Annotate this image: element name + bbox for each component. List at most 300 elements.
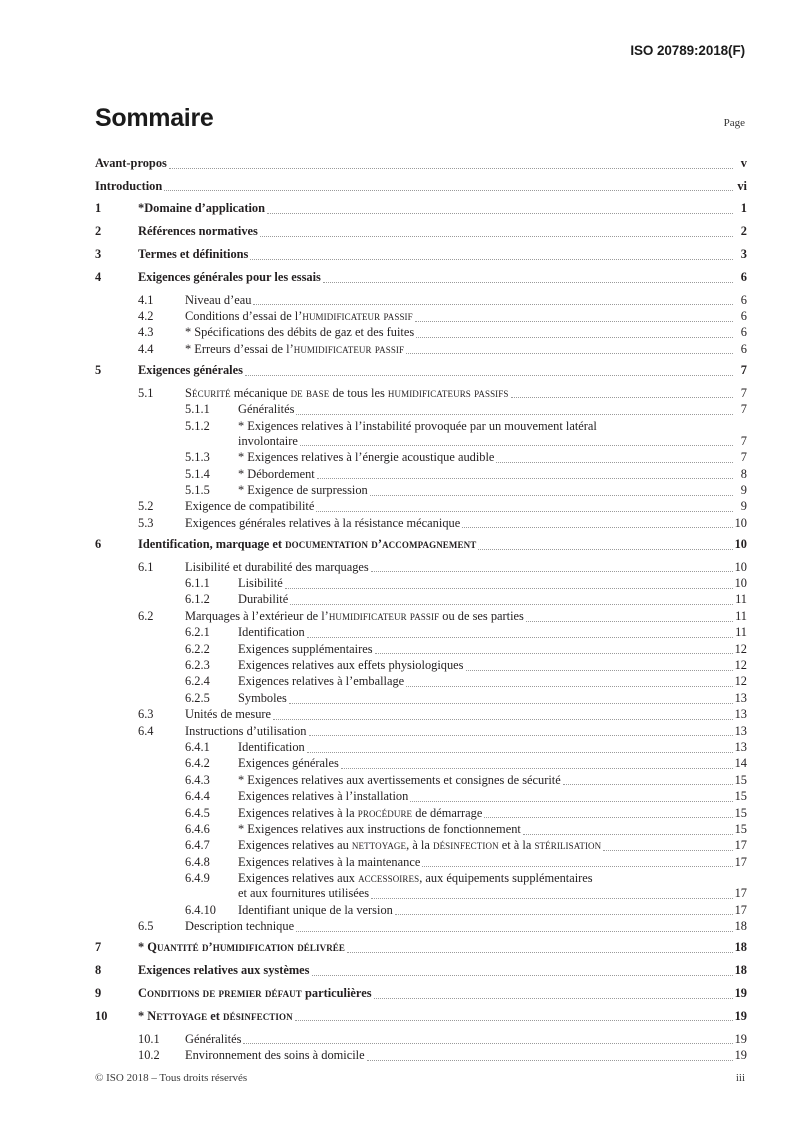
toc-dot-leader: [410, 793, 732, 804]
toc-entry-title: [138, 224, 258, 239]
toc-entry-number: 10: [95, 1008, 108, 1023]
toc-entry-line: [238, 855, 747, 870]
toc-entry-title: [185, 1048, 365, 1063]
toc-entry-body: [238, 674, 747, 689]
toc-entry-title: [238, 838, 601, 853]
toc-entry-title: [185, 919, 294, 934]
toc-dot-leader: [250, 251, 732, 262]
toc-entry[interactable]: [95, 224, 747, 239]
toc-entry[interactable]: [95, 724, 747, 739]
toc-page-number: 6: [740, 325, 747, 340]
toc-entry-title: [138, 201, 265, 216]
toc-text-run: Exigences relatives à l’emballage: [238, 674, 405, 689]
toc-entry-line: [185, 1048, 747, 1063]
toc-text-run: , à la: [406, 838, 433, 853]
toc-entry-number: 5.1.2: [185, 418, 210, 433]
toc-page-number: 10: [734, 515, 747, 530]
toc-entry-number: 6: [95, 536, 102, 551]
toc-entry[interactable]: [95, 789, 747, 804]
toc-entry-line: [185, 724, 747, 739]
toc-entry-line: [238, 592, 747, 607]
toc-entry[interactable]: [95, 625, 747, 640]
toc-entry-title: [185, 386, 509, 401]
toc-entry-body: [138, 963, 747, 978]
toc-entry-body: [138, 201, 747, 216]
toc-page-number: 18: [734, 963, 747, 978]
toc-entry-title: [138, 270, 321, 285]
toc-entry-line-continued: [238, 886, 747, 901]
toc-dot-leader: [273, 711, 732, 722]
toc-entry-line: [185, 516, 747, 531]
toc-dot-leader: [296, 923, 732, 934]
toc-page-number: 2: [740, 224, 747, 239]
toc-entry-number: 6.4.2: [185, 756, 210, 771]
toc-entry-title: [185, 342, 404, 357]
toc-entry-body: [238, 871, 747, 901]
document-header-standard-id: ISO 20789:2018(F): [630, 43, 745, 58]
toc-entry-body: [138, 224, 747, 239]
toc-page-number: 7: [740, 402, 747, 417]
toc-entry-body: [138, 537, 747, 552]
toc-entry-body: [238, 789, 747, 804]
toc-entry-line: [185, 386, 747, 401]
toc-entry-number: 4: [95, 269, 102, 284]
toc-page-number: 9: [740, 499, 747, 514]
toc-dot-leader: [267, 206, 732, 217]
toc-entry[interactable]: [95, 1009, 747, 1024]
toc-entry[interactable]: [95, 156, 747, 171]
toc-entry-title: [185, 560, 369, 575]
toc-dot-leader: [243, 1036, 732, 1047]
toc-entry-body: [185, 1032, 747, 1047]
toc-entry[interactable]: [95, 838, 747, 853]
toc-text-run: Identifiant unique de la version: [238, 902, 393, 917]
toc-entry-number: 4.4: [138, 341, 154, 356]
toc-page-number: 12: [734, 674, 747, 689]
table-of-contents: [95, 156, 747, 1064]
toc-entry[interactable]: [95, 293, 747, 308]
toc-entry[interactable]: [95, 740, 747, 755]
toc-entry[interactable]: [95, 309, 747, 324]
toc-term-smallcaps: humidificateurs passifs: [387, 385, 509, 400]
toc-entry-number: 4.2: [138, 308, 154, 323]
toc-entry-body: [238, 402, 747, 417]
toc-entry-line: [185, 342, 747, 357]
toc-text-run: et à la: [498, 838, 535, 853]
toc-page-number: 6: [740, 292, 747, 307]
toc-term-smallcaps: désinfection: [223, 1008, 293, 1023]
toc-entry[interactable]: [95, 1048, 747, 1063]
toc-dot-leader: [164, 183, 732, 194]
toc-text-run: Exigences générales: [238, 756, 339, 771]
toc-page-number: 8: [740, 466, 747, 481]
toc-dot-leader: [415, 313, 733, 324]
toc-entry-number: 6.4.8: [185, 854, 210, 869]
page-column-header: Page: [723, 117, 745, 129]
toc-page-number: 17: [734, 902, 747, 917]
toc-page-number: 13: [734, 707, 747, 722]
toc-entry-title: [238, 822, 521, 837]
toc-dot-leader: [603, 843, 732, 854]
toc-entry-title: [238, 691, 287, 706]
toc-entry[interactable]: [95, 871, 747, 901]
toc-entry-title: [138, 1009, 293, 1024]
toc-entry-number: 5.2: [138, 499, 154, 514]
toc-entry-title: [185, 499, 314, 514]
toc-page-number: 11: [735, 608, 747, 623]
toc-entry-title: [238, 773, 561, 788]
toc-entry-number: 5.1.3: [185, 450, 210, 465]
toc-entry-title: [185, 325, 414, 340]
toc-text-run: Généralités: [238, 402, 295, 417]
toc-entry-title: [185, 724, 307, 739]
toc-entry-body: [238, 592, 747, 607]
toc-text-run: Exigence de compatibilité: [185, 499, 315, 514]
toc-page-number: 7: [740, 433, 747, 448]
toc-entry-number: 5.1.1: [185, 402, 210, 417]
toc-title-row: [95, 104, 745, 133]
toc-text-run: Exigences supplémentaires: [238, 641, 373, 656]
toc-entry-line: [95, 156, 747, 171]
toc-entry-number: 6.4.7: [185, 838, 210, 853]
toc-entry-line: [238, 871, 747, 886]
toc-dot-leader: [511, 390, 733, 401]
toc-entry-body: [238, 855, 747, 870]
toc-entry-title: [138, 247, 248, 262]
toc-text-run: Introduction: [95, 178, 163, 193]
toc-entry-line: [238, 642, 747, 657]
toc-entry[interactable]: [95, 537, 747, 552]
toc-entry[interactable]: [95, 363, 747, 378]
toc-dot-leader: [296, 406, 732, 417]
toc-entry-title: [138, 986, 372, 1001]
toc-entry-number: 6.2.5: [185, 690, 210, 705]
toc-entry-line: [238, 740, 747, 755]
toc-entry-line: [238, 625, 747, 640]
toc-entry[interactable]: [95, 483, 747, 498]
toc-text-run: Exigences générales pour les essais: [138, 269, 321, 284]
toc-text-run: Durabilité: [238, 592, 289, 607]
toc-page-number: 10: [734, 576, 747, 591]
toc-page-number: 19: [734, 1047, 747, 1062]
toc-page-number: 17: [734, 886, 747, 901]
toc-text-run: Description technique: [185, 919, 295, 934]
toc-entry[interactable]: [95, 674, 747, 689]
toc-entry-line: [138, 247, 747, 262]
toc-page-number: 10: [734, 559, 747, 574]
toc-entry-title: [185, 516, 460, 531]
toc-entry[interactable]: [95, 342, 747, 357]
toc-entry-number: 6.4.3: [185, 772, 210, 787]
toc-entry-line: [138, 270, 747, 285]
toc-text-run: Exigences relatives aux effets physiologiques: [238, 658, 464, 673]
toc-text-run: Conditions d’essai de l’: [185, 308, 303, 323]
toc-entry-line: [95, 179, 747, 194]
toc-entry-title: [238, 740, 305, 755]
toc-entry-title: [138, 363, 243, 378]
toc-entry[interactable]: [95, 822, 747, 837]
toc-entry[interactable]: [95, 419, 747, 449]
toc-entry-body: [238, 576, 747, 591]
toc-entry-number: 6.3: [138, 707, 154, 722]
toc-entry-body: [185, 1048, 747, 1063]
toc-text-run: Symboles: [238, 690, 287, 705]
toc-entry[interactable]: [95, 560, 747, 575]
toc-entry-title: [238, 483, 368, 498]
toc-entry[interactable]: [95, 592, 747, 607]
toc-entry[interactable]: [95, 450, 747, 465]
toc-page-number: 19: [734, 1008, 747, 1023]
toc-entry-line: [185, 499, 747, 514]
footer-page-number: iii: [735, 1072, 745, 1084]
toc-entry-body: [238, 740, 747, 755]
toc-entry-body: [238, 483, 747, 498]
toc-entry[interactable]: [95, 642, 747, 657]
toc-entry[interactable]: [95, 609, 747, 624]
toc-term-smallcaps: Quantité d’humidification délivrée: [147, 940, 346, 955]
toc-text-run: Lisibilité: [238, 576, 283, 591]
toc-entry-line: [238, 822, 747, 837]
toc-entry-line: [138, 201, 747, 216]
toc-term-smallcaps: accessoires: [358, 871, 420, 886]
toc-entry[interactable]: [95, 179, 747, 194]
toc-entry[interactable]: [95, 756, 747, 771]
toc-text-run: * Exigences relatives aux instructions de fonctionnement: [238, 821, 521, 836]
toc-term-smallcaps: de base: [290, 385, 330, 400]
toc-dot-leader: [285, 580, 733, 591]
toc-entry-line: [238, 483, 747, 498]
toc-dot-leader: [478, 541, 732, 552]
toc-text-run: Exigences relatives à la: [238, 805, 358, 820]
toc-term-smallcaps: Conditions de premier défaut: [138, 985, 302, 1000]
toc-text-run: Identification, marquage et: [138, 536, 286, 551]
page-title: Sommaire: [95, 104, 214, 132]
toc-page-number: 19: [734, 1031, 747, 1046]
toc-entry-title: [238, 467, 315, 482]
toc-entry[interactable]: [95, 691, 747, 706]
toc-page-number: 13: [734, 690, 747, 705]
toc-entry-line: [238, 789, 747, 804]
toc-entry-title: [185, 1032, 241, 1047]
toc-page-number: 13: [734, 723, 747, 738]
toc-dot-leader: [466, 662, 733, 673]
toc-dot-leader: [422, 859, 732, 870]
toc-entry-title: [185, 707, 271, 722]
toc-text-run: et: [207, 1008, 223, 1023]
toc-term-smallcaps: stérilisation: [534, 838, 602, 853]
toc-dot-leader: [462, 520, 732, 531]
toc-entry-number: 5.1.5: [185, 482, 210, 497]
toc-entry-title: [185, 293, 251, 308]
toc-text-run: et aux fournitures utilisées: [238, 886, 370, 901]
toc-entry-title-continued: [238, 434, 298, 449]
toc-page-number: 18: [734, 919, 747, 934]
toc-entry-body: [185, 342, 747, 357]
toc-entry-title: [238, 625, 305, 640]
toc-entry-body: [238, 773, 747, 788]
toc-entry-number: 5.3: [138, 515, 154, 530]
toc-entry[interactable]: [95, 516, 747, 531]
toc-entry-body: [185, 609, 747, 624]
toc-entry-line: [138, 1009, 747, 1024]
toc-page-number: 6: [740, 269, 747, 284]
toc-text-run: *: [138, 940, 148, 955]
toc-entry-line: [238, 658, 747, 673]
toc-text-run: Unités de mesure: [185, 707, 272, 722]
toc-page-number: 15: [734, 772, 747, 787]
toc-term-smallcaps: désinfection: [432, 838, 499, 853]
toc-entry-title: [138, 537, 476, 552]
toc-entry[interactable]: [95, 903, 747, 918]
toc-entry-body: [185, 919, 747, 934]
page-footer: [95, 1072, 745, 1084]
toc-entry-number: 6.1.2: [185, 592, 210, 607]
toc-entry-body: [238, 419, 747, 449]
toc-text-run: Environnement des soins à domicile: [185, 1047, 365, 1062]
toc-dot-leader: [295, 1013, 733, 1024]
toc-text-run: de tous les: [329, 385, 388, 400]
toc-page-number: 10: [734, 536, 747, 551]
toc-page-number: 13: [734, 740, 747, 754]
toc-entry-body: [238, 838, 747, 853]
toc-entry-body: [138, 363, 747, 378]
toc-entry-body: [185, 293, 747, 308]
toc-dot-leader: [323, 274, 733, 285]
toc-entry[interactable]: [95, 986, 747, 1001]
toc-term-smallcaps: nettoyage: [351, 838, 407, 853]
toc-entry-number: 6.2.1: [185, 625, 210, 640]
toc-entry-body: [238, 658, 747, 673]
toc-dot-leader: [309, 728, 733, 739]
toc-entry[interactable]: [95, 855, 747, 870]
toc-entry-number: 6.1: [138, 559, 154, 574]
toc-entry-body: [138, 986, 747, 1001]
toc-dot-leader: [371, 891, 732, 902]
toc-entry-title: [238, 871, 593, 886]
toc-page-number: 12: [734, 658, 747, 673]
toc-entry[interactable]: [95, 963, 747, 978]
toc-text-run: * Exigences relatives à l’énergie acoustique audible: [238, 450, 495, 465]
toc-entry[interactable]: [95, 773, 747, 788]
toc-entry[interactable]: [95, 247, 747, 262]
toc-term-smallcaps: Sécurité: [185, 385, 231, 400]
toc-entry-line: [185, 309, 747, 324]
toc-entry[interactable]: [95, 806, 747, 821]
toc-dot-leader: [395, 907, 733, 918]
toc-entry[interactable]: [95, 386, 747, 401]
toc-term-smallcaps: Nettoyage: [147, 1008, 208, 1023]
toc-entry[interactable]: [95, 919, 747, 934]
toc-entry[interactable]: [95, 402, 747, 417]
toc-entry[interactable]: [95, 576, 747, 591]
toc-entry[interactable]: [95, 707, 747, 722]
toc-entry-title: [238, 658, 464, 673]
toc-entry-body: [138, 1009, 747, 1024]
toc-entry-line: [238, 691, 747, 706]
toc-entry-number: 6.4.10: [185, 902, 216, 917]
toc-entry-number: 8: [95, 963, 102, 978]
toc-entry-line: [238, 838, 747, 853]
toc-text-run: Exigences relatives aux: [238, 871, 359, 886]
toc-text-run: Instructions d’utilisation: [185, 723, 307, 738]
toc-entry-line: [185, 707, 747, 722]
toc-page-number: 7: [740, 385, 747, 400]
toc-dot-leader: [406, 679, 732, 690]
toc-entry-number: 6.4.4: [185, 789, 210, 804]
toc-dot-leader: [312, 967, 733, 978]
toc-entry-body: [185, 724, 747, 739]
toc-entry[interactable]: [95, 325, 747, 340]
toc-entry-number: 6.2.3: [185, 658, 210, 673]
toc-dot-leader: [300, 438, 733, 449]
toc-entry-title: [238, 903, 393, 918]
toc-dot-leader: [290, 597, 732, 608]
toc-entry-number: 4.3: [138, 325, 154, 340]
toc-entry-number: 7: [95, 940, 102, 955]
toc-text-run: * Exigences relatives aux avertissements et consignes de sécurité: [238, 772, 561, 787]
toc-text-run: Exigences relatives aux systèmes: [138, 963, 310, 978]
toc-entry-body: [238, 822, 747, 837]
toc-entry-title-continued: [238, 886, 369, 901]
toc-entry-number: 6.4.9: [185, 871, 210, 886]
toc-entry[interactable]: [95, 499, 747, 514]
toc-text-run: * Erreurs d’essai de l’: [185, 341, 294, 356]
toc-dot-leader: [526, 613, 733, 624]
toc-entry-line: [238, 674, 747, 689]
toc-entry[interactable]: [95, 658, 747, 673]
toc-dot-leader: [496, 454, 732, 465]
toc-entry-line: [185, 293, 747, 308]
toc-text-run: Exigences générales: [138, 362, 243, 377]
toc-entry-number: 1: [95, 201, 102, 216]
toc-entry-body: [185, 499, 747, 514]
toc-entry-number: 2: [95, 224, 102, 239]
toc-entry-number: 6.2: [138, 608, 154, 623]
toc-entry-title: [238, 674, 404, 689]
toc-entry-body: [138, 247, 747, 262]
toc-page-number: vi: [737, 178, 747, 193]
toc-page-number: 15: [734, 821, 747, 836]
toc-entry-number: 6.2.4: [185, 674, 210, 689]
toc-entry-line: [138, 986, 747, 1001]
toc-text-run: mécanique: [230, 385, 291, 400]
toc-text-run: * Débordement: [238, 466, 315, 481]
toc-entry-title: [138, 940, 345, 955]
toc-entry-body: [95, 156, 747, 171]
toc-entry[interactable]: [95, 940, 747, 955]
toc-text-run: Références normatives: [138, 224, 258, 239]
toc-entry-body: [185, 309, 747, 324]
toc-text-run: Lisibilité et durabilité des marquages: [185, 559, 369, 574]
toc-entry-line: [238, 402, 747, 417]
toc-entry-title: [238, 855, 420, 870]
toc-entry-number: 10.2: [138, 1047, 160, 1062]
toc-entry-title: [238, 419, 597, 434]
toc-page-number: 17: [734, 854, 747, 869]
toc-entry-number: 6.4: [138, 723, 154, 738]
toc-entry-line: [138, 363, 747, 378]
toc-entry[interactable]: [95, 467, 747, 482]
toc-entry[interactable]: [95, 1032, 747, 1047]
toc-page-number: 14: [734, 756, 747, 771]
toc-dot-leader: [523, 826, 733, 837]
toc-text-run: de démarrage: [412, 805, 483, 820]
toc-entry[interactable]: [95, 201, 747, 216]
toc-dot-leader: [563, 777, 733, 788]
toc-page-number: 7: [740, 362, 747, 377]
toc-term-smallcaps: procédure: [357, 805, 413, 820]
toc-entry[interactable]: [95, 270, 747, 285]
